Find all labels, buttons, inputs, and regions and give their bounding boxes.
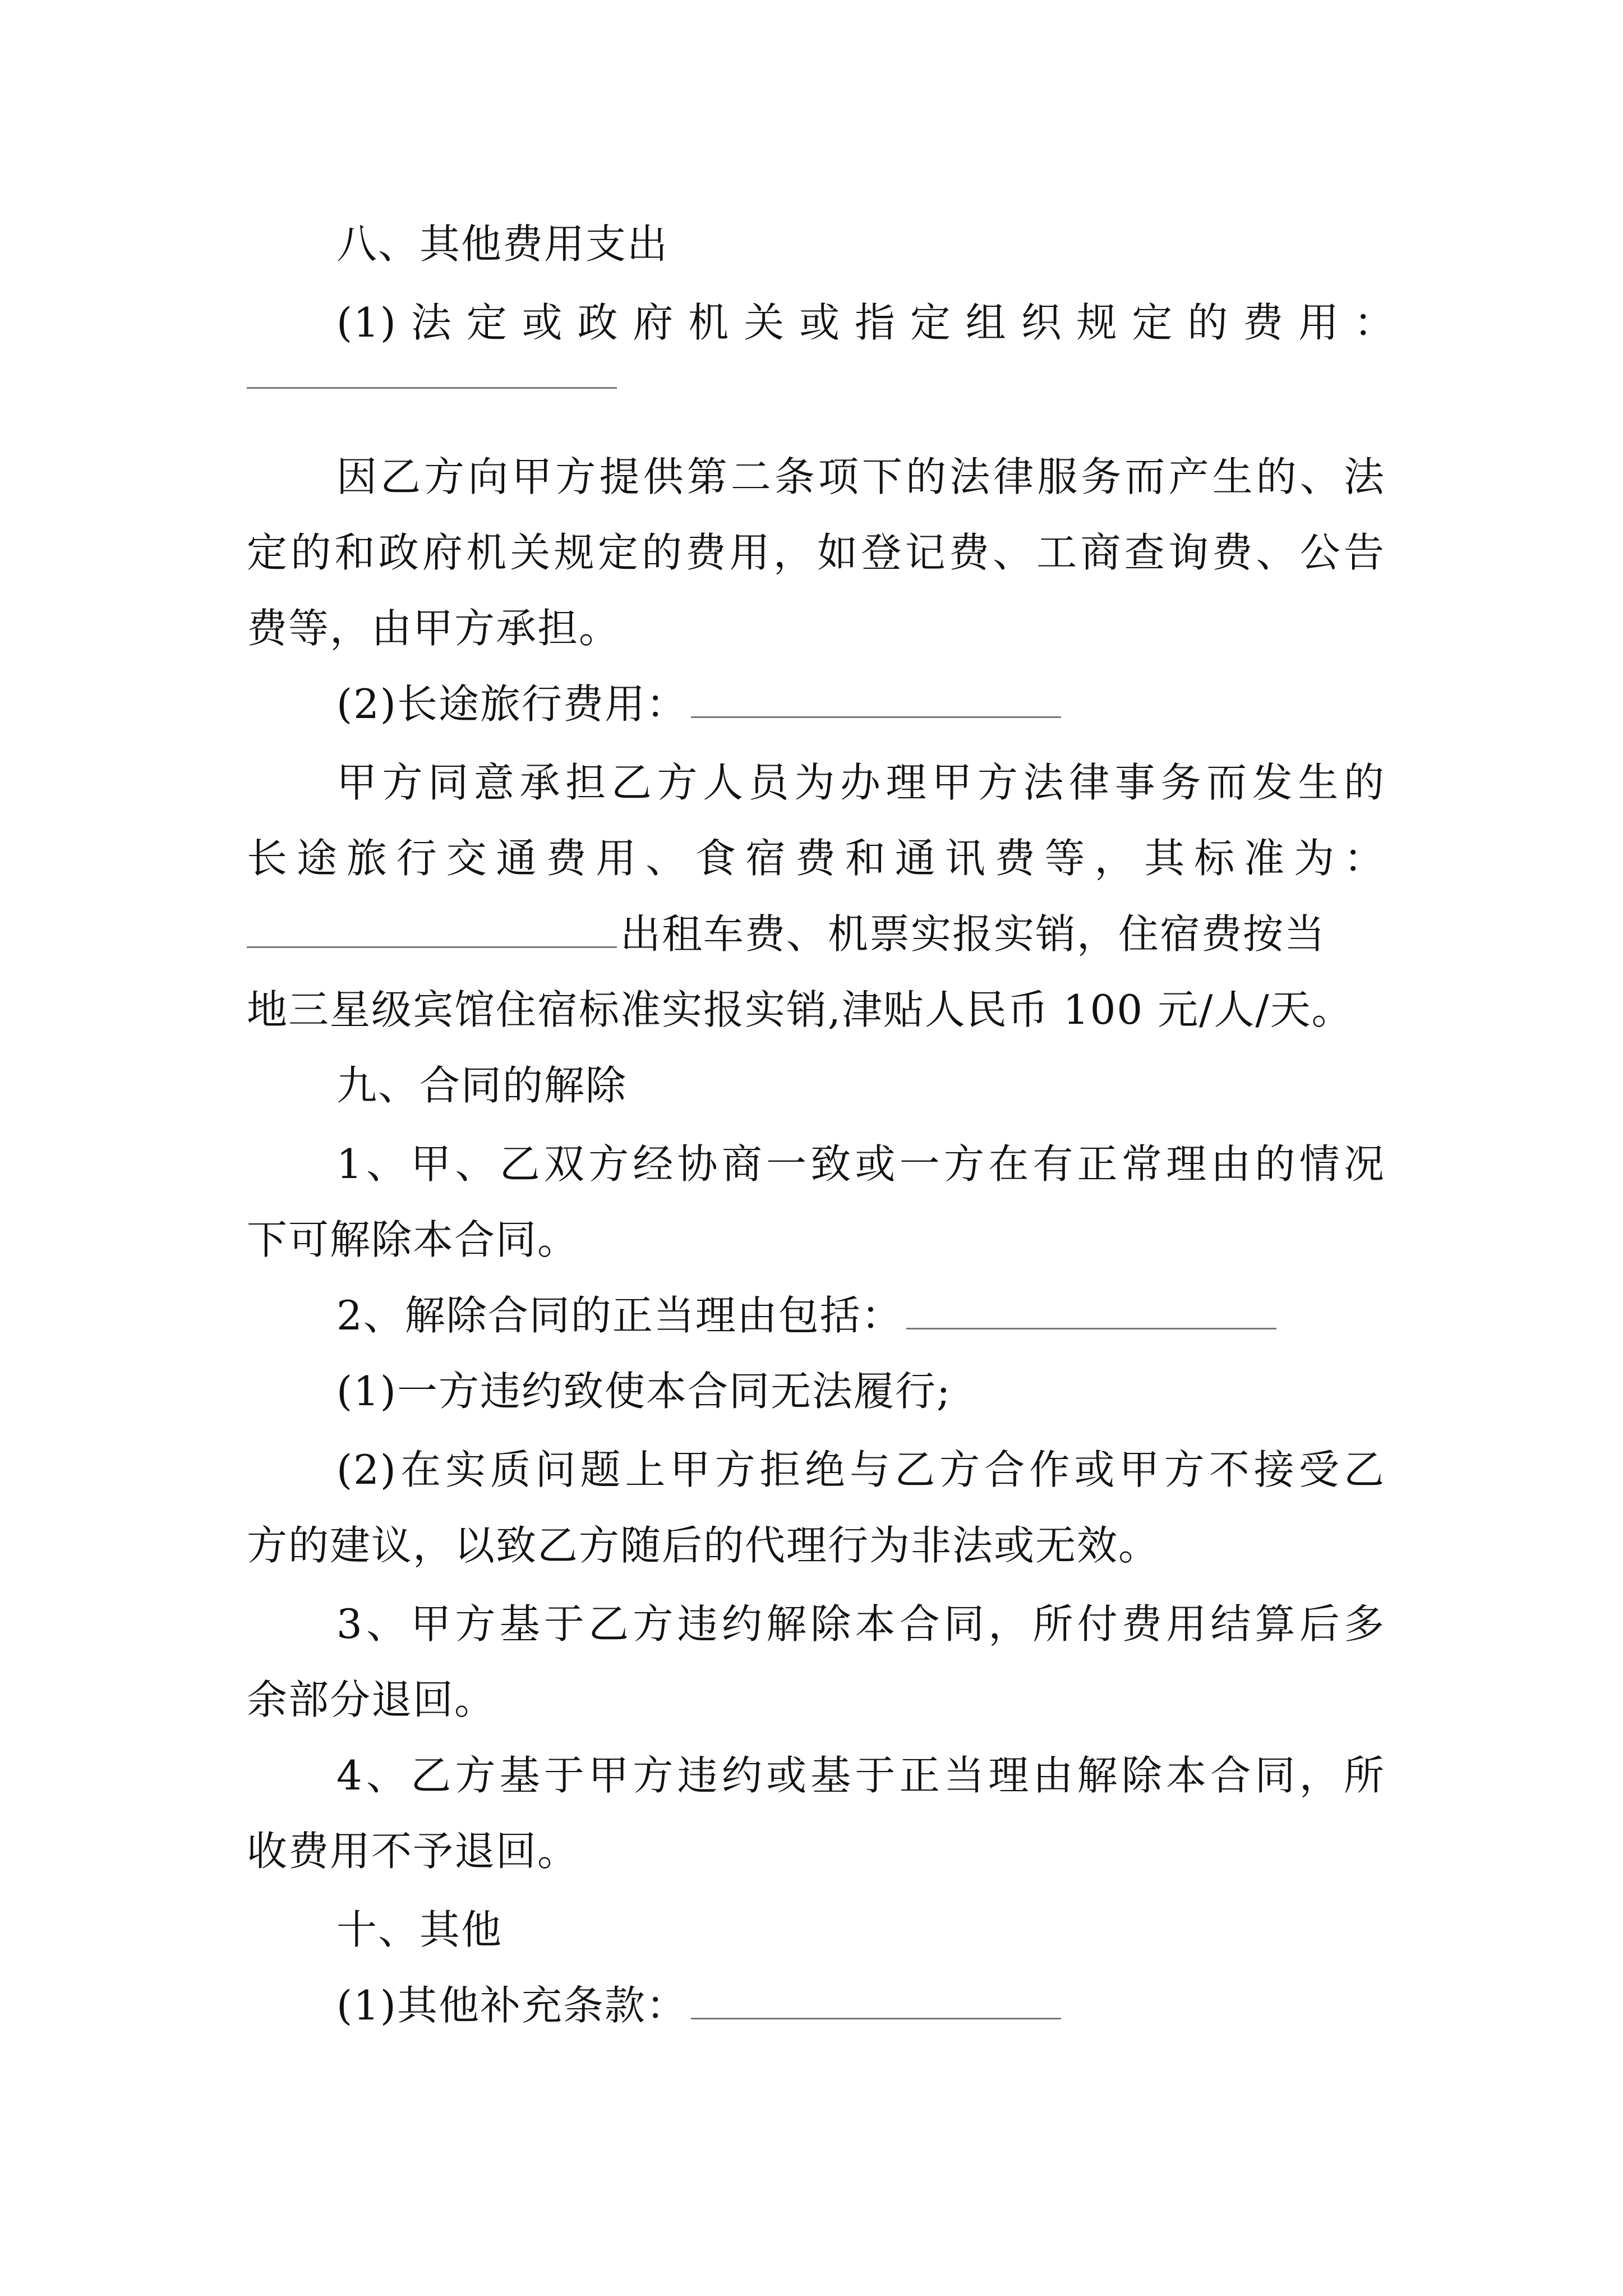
section-heading-10: 十、其他 <box>336 1906 503 1953</box>
fill-in-blank[interactable] <box>691 1984 1061 2019</box>
clause-label: (2)长途旅行费用： <box>336 680 688 728</box>
paragraph-line: (1) 法 定 或 政 府 机 关 或 指 定 组 织 规 定 的 费 用 ： <box>336 299 1395 346</box>
paragraph-line: 余部分退回。 <box>247 1676 496 1723</box>
fill-in-blank[interactable] <box>247 913 617 948</box>
section-heading-9: 九、合同的解除 <box>336 1062 628 1109</box>
paragraph-line: 下可解除本合同。 <box>247 1216 579 1263</box>
paragraph-line: 收费用不予退回。 <box>247 1828 579 1875</box>
paragraph-line: 4、乙方基于甲方违约或基于正当理由解除本合同，所 <box>336 1752 1385 1799</box>
section-heading-8: 八、其他费用支出 <box>336 220 669 268</box>
paragraph-line: 方的建议，以致乙方随后的代理行为非法或无效。 <box>247 1522 1160 1569</box>
paragraph-line: 1、甲、乙双方经协商一致或一方在有正常理由的情况 <box>336 1140 1385 1188</box>
fill-in-blank[interactable] <box>906 1294 1276 1329</box>
paragraph-line: (1)一方违约致使本合同无法履行; <box>336 1368 952 1415</box>
paragraph-line <box>247 903 1385 965</box>
paragraph-line: 定的和政府机关规定的费用，如登记费、工商查询费、公告 <box>247 529 1385 576</box>
paragraph-line <box>336 673 1385 735</box>
paragraph-line <box>336 1285 1385 1346</box>
paragraph-line: 甲方同意承担乙方人员为办理甲方法律事务而发生的 <box>336 759 1385 806</box>
paragraph-line <box>336 1975 1385 2036</box>
paragraph-line: (2)在实质问题上甲方拒绝与乙方合作或甲方不接受乙 <box>336 1446 1385 1493</box>
clause-label: (1)其他补充条款： <box>336 1982 688 2029</box>
clause-label: 2、解除合同的正当理由包括： <box>336 1292 903 1339</box>
paragraph-line: 费等，由甲方承担。 <box>247 605 621 652</box>
fill-in-blank[interactable] <box>247 387 617 389</box>
paragraph-line: 长途旅行交通费用、食宿费和通讯费等，其标准为： <box>247 835 1385 882</box>
paragraph-text: 出租车费、机票实报实销，住宿费按当 <box>620 910 1326 958</box>
paragraph-line: 地三星级宾馆住宿标准实报实销,津贴人民币 100 元/人/天。 <box>247 986 1353 1033</box>
fill-in-blank[interactable] <box>691 683 1061 718</box>
paragraph-line: 3、甲方基于乙方违约解除本合同，所付费用结算后多 <box>336 1600 1385 1648</box>
paragraph-line: 因乙方向甲方提供第二条项下的法律服务而产生的、法 <box>336 453 1385 500</box>
